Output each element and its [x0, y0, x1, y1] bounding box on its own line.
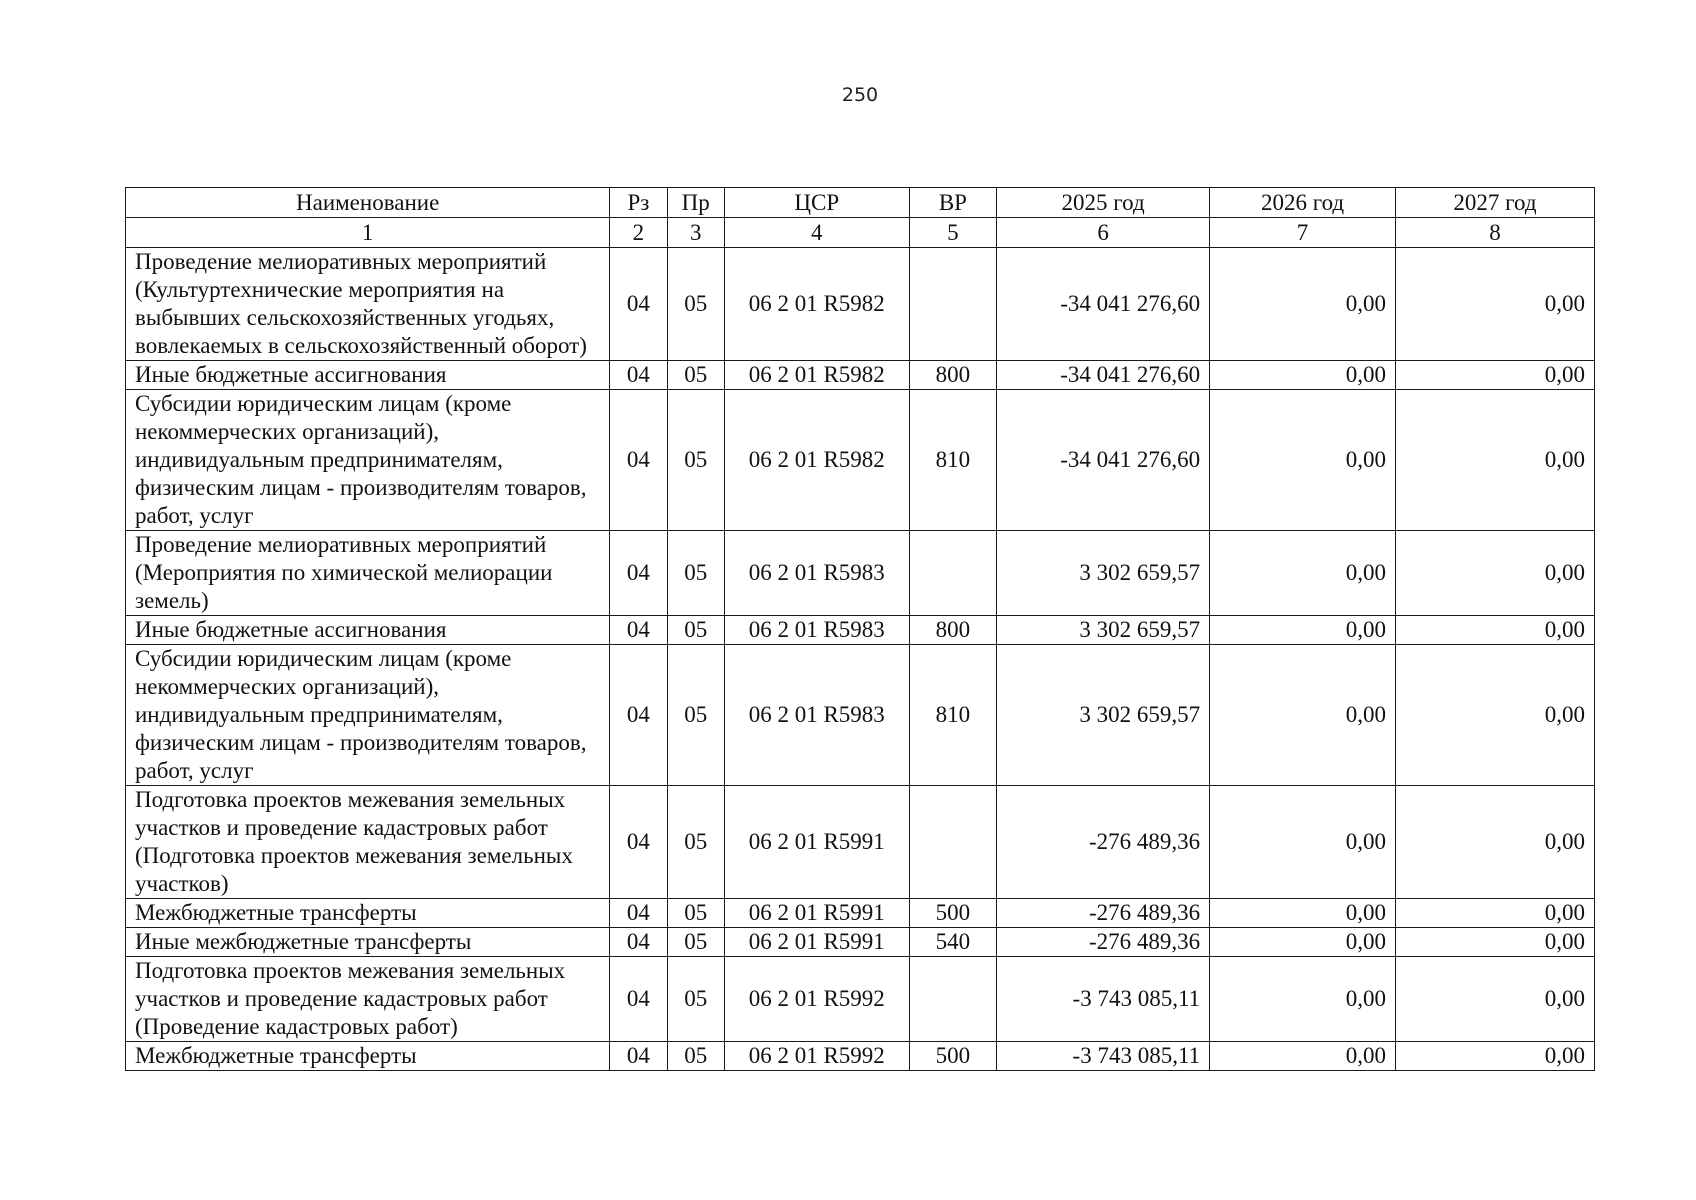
row-2027: 0,00: [1395, 361, 1594, 390]
row-2025: 3 302 659,57: [997, 616, 1210, 645]
row-name: Иные бюджетные ассигнования: [126, 361, 610, 390]
row-pr: 05: [667, 957, 724, 1042]
row-2025: -34 041 276,60: [997, 248, 1210, 361]
column-number: 3: [667, 218, 724, 248]
row-rz: 04: [610, 957, 667, 1042]
row-name: Межбюджетные трансферты: [126, 1042, 610, 1071]
row-vr: 800: [909, 361, 996, 390]
row-2027: 0,00: [1395, 616, 1594, 645]
row-2026: 0,00: [1210, 616, 1396, 645]
header-pr: Пр: [667, 188, 724, 218]
row-vr: 810: [909, 645, 996, 786]
page-number: 250: [841, 84, 879, 106]
column-number-row: [126, 218, 1595, 248]
row-csr: 06 2 01 R5992: [724, 957, 909, 1042]
row-pr: 05: [667, 390, 724, 531]
row-2027: 0,00: [1395, 645, 1594, 786]
row-2026: 0,00: [1210, 390, 1396, 531]
row-vr: [909, 248, 996, 361]
row-pr: 05: [667, 616, 724, 645]
row-name: Подготовка проектов межевания земельных участков и проведение кадастровых работ (Подготовка проектов межевания земельных участков): [126, 786, 610, 899]
table-row: [126, 390, 1595, 531]
row-2026: 0,00: [1210, 786, 1396, 899]
row-pr: 05: [667, 928, 724, 957]
header-2025: 2025 год: [997, 188, 1210, 218]
row-vr: [909, 786, 996, 899]
column-number: 6: [997, 218, 1210, 248]
row-vr: 810: [909, 390, 996, 531]
row-2026: 0,00: [1210, 1042, 1396, 1071]
row-2027: 0,00: [1395, 786, 1594, 899]
row-2025: -3 743 085,11: [997, 1042, 1210, 1071]
row-2026: 0,00: [1210, 531, 1396, 616]
row-csr: 06 2 01 R5991: [724, 928, 909, 957]
row-2027: 0,00: [1395, 390, 1594, 531]
row-2027: 0,00: [1395, 1042, 1594, 1071]
row-name: Межбюджетные трансферты: [126, 899, 610, 928]
table-row: [126, 899, 1595, 928]
budget-table: [125, 187, 1595, 1071]
row-name: Проведение мелиоративных мероприятий (Культуртехнические мероприятия на выбывших сельскохозяйственных угодьях, вовлекаемых в сельскохозяйственный оборот): [126, 248, 610, 361]
row-name: Подготовка проектов межевания земельных участков и проведение кадастровых работ (Проведение кадастровых работ): [126, 957, 610, 1042]
row-vr: [909, 531, 996, 616]
row-rz: 04: [610, 1042, 667, 1071]
row-2026: 0,00: [1210, 248, 1396, 361]
row-pr: 05: [667, 1042, 724, 1071]
row-pr: 05: [667, 899, 724, 928]
row-2025: -3 743 085,11: [997, 957, 1210, 1042]
row-csr: 06 2 01 R5982: [724, 248, 909, 361]
row-vr: 500: [909, 1042, 996, 1071]
row-vr: 800: [909, 616, 996, 645]
column-number: 7: [1210, 218, 1396, 248]
column-number: 4: [724, 218, 909, 248]
row-2026: 0,00: [1210, 928, 1396, 957]
row-2025: -34 041 276,60: [997, 361, 1210, 390]
row-2025: -276 489,36: [997, 786, 1210, 899]
row-rz: 04: [610, 531, 667, 616]
row-vr: [909, 957, 996, 1042]
row-pr: 05: [667, 361, 724, 390]
header-name: Наименование: [126, 188, 610, 218]
header-vr: ВР: [909, 188, 996, 218]
header-2026: 2026 год: [1210, 188, 1396, 218]
row-rz: 04: [610, 928, 667, 957]
table-row: [126, 957, 1595, 1042]
row-csr: 06 2 01 R5982: [724, 390, 909, 531]
row-2026: 0,00: [1210, 899, 1396, 928]
row-name: Субсидии юридическим лицам (кроме некоммерческих организаций), индивидуальным предпринимателям, физическим лицам - производителям товаров, работ, услуг: [126, 645, 610, 786]
header-csr: ЦСР: [724, 188, 909, 218]
table-row: [126, 645, 1595, 786]
row-pr: 05: [667, 645, 724, 786]
row-2027: 0,00: [1395, 899, 1594, 928]
row-csr: 06 2 01 R5991: [724, 786, 909, 899]
row-pr: 05: [667, 531, 724, 616]
row-csr: 06 2 01 R5991: [724, 899, 909, 928]
header-2027: 2027 год: [1395, 188, 1594, 218]
row-csr: 06 2 01 R5982: [724, 361, 909, 390]
row-pr: 05: [667, 786, 724, 899]
row-2027: 0,00: [1395, 957, 1594, 1042]
row-2025: 3 302 659,57: [997, 531, 1210, 616]
table-row: [126, 361, 1595, 390]
row-2026: 0,00: [1210, 957, 1396, 1042]
row-csr: 06 2 01 R5992: [724, 1042, 909, 1071]
column-number: 2: [610, 218, 667, 248]
column-number: 8: [1395, 218, 1594, 248]
column-number: 1: [126, 218, 610, 248]
row-csr: 06 2 01 R5983: [724, 616, 909, 645]
row-csr: 06 2 01 R5983: [724, 531, 909, 616]
row-csr: 06 2 01 R5983: [724, 645, 909, 786]
row-rz: 04: [610, 645, 667, 786]
row-vr: 500: [909, 899, 996, 928]
table-row: [126, 786, 1595, 899]
row-2026: 0,00: [1210, 361, 1396, 390]
row-name: Проведение мелиоративных мероприятий (Мероприятия по химической мелиорации земель): [126, 531, 610, 616]
table-row: [126, 928, 1595, 957]
row-rz: 04: [610, 899, 667, 928]
row-2025: -276 489,36: [997, 928, 1210, 957]
row-2025: 3 302 659,57: [997, 645, 1210, 786]
table-row: [126, 1042, 1595, 1071]
header-rz: Рз: [610, 188, 667, 218]
row-rz: 04: [610, 390, 667, 531]
row-2025: -34 041 276,60: [997, 390, 1210, 531]
column-number: 5: [909, 218, 996, 248]
table-row: [126, 248, 1595, 361]
row-rz: 04: [610, 248, 667, 361]
row-2027: 0,00: [1395, 248, 1594, 361]
row-vr: 540: [909, 928, 996, 957]
row-name: Иные бюджетные ассигнования: [126, 616, 610, 645]
row-rz: 04: [610, 616, 667, 645]
row-name: Субсидии юридическим лицам (кроме некоммерческих организаций), индивидуальным предпринимателям, физическим лицам - производителям товаров, работ, услуг: [126, 390, 610, 531]
row-rz: 04: [610, 361, 667, 390]
row-2026: 0,00: [1210, 645, 1396, 786]
row-2025: -276 489,36: [997, 899, 1210, 928]
table-row: [126, 616, 1595, 645]
row-rz: 04: [610, 786, 667, 899]
row-name: Иные межбюджетные трансферты: [126, 928, 610, 957]
row-2027: 0,00: [1395, 531, 1594, 616]
header-row: [126, 188, 1595, 218]
row-pr: 05: [667, 248, 724, 361]
table-row: [126, 531, 1595, 616]
row-2027: 0,00: [1395, 928, 1594, 957]
